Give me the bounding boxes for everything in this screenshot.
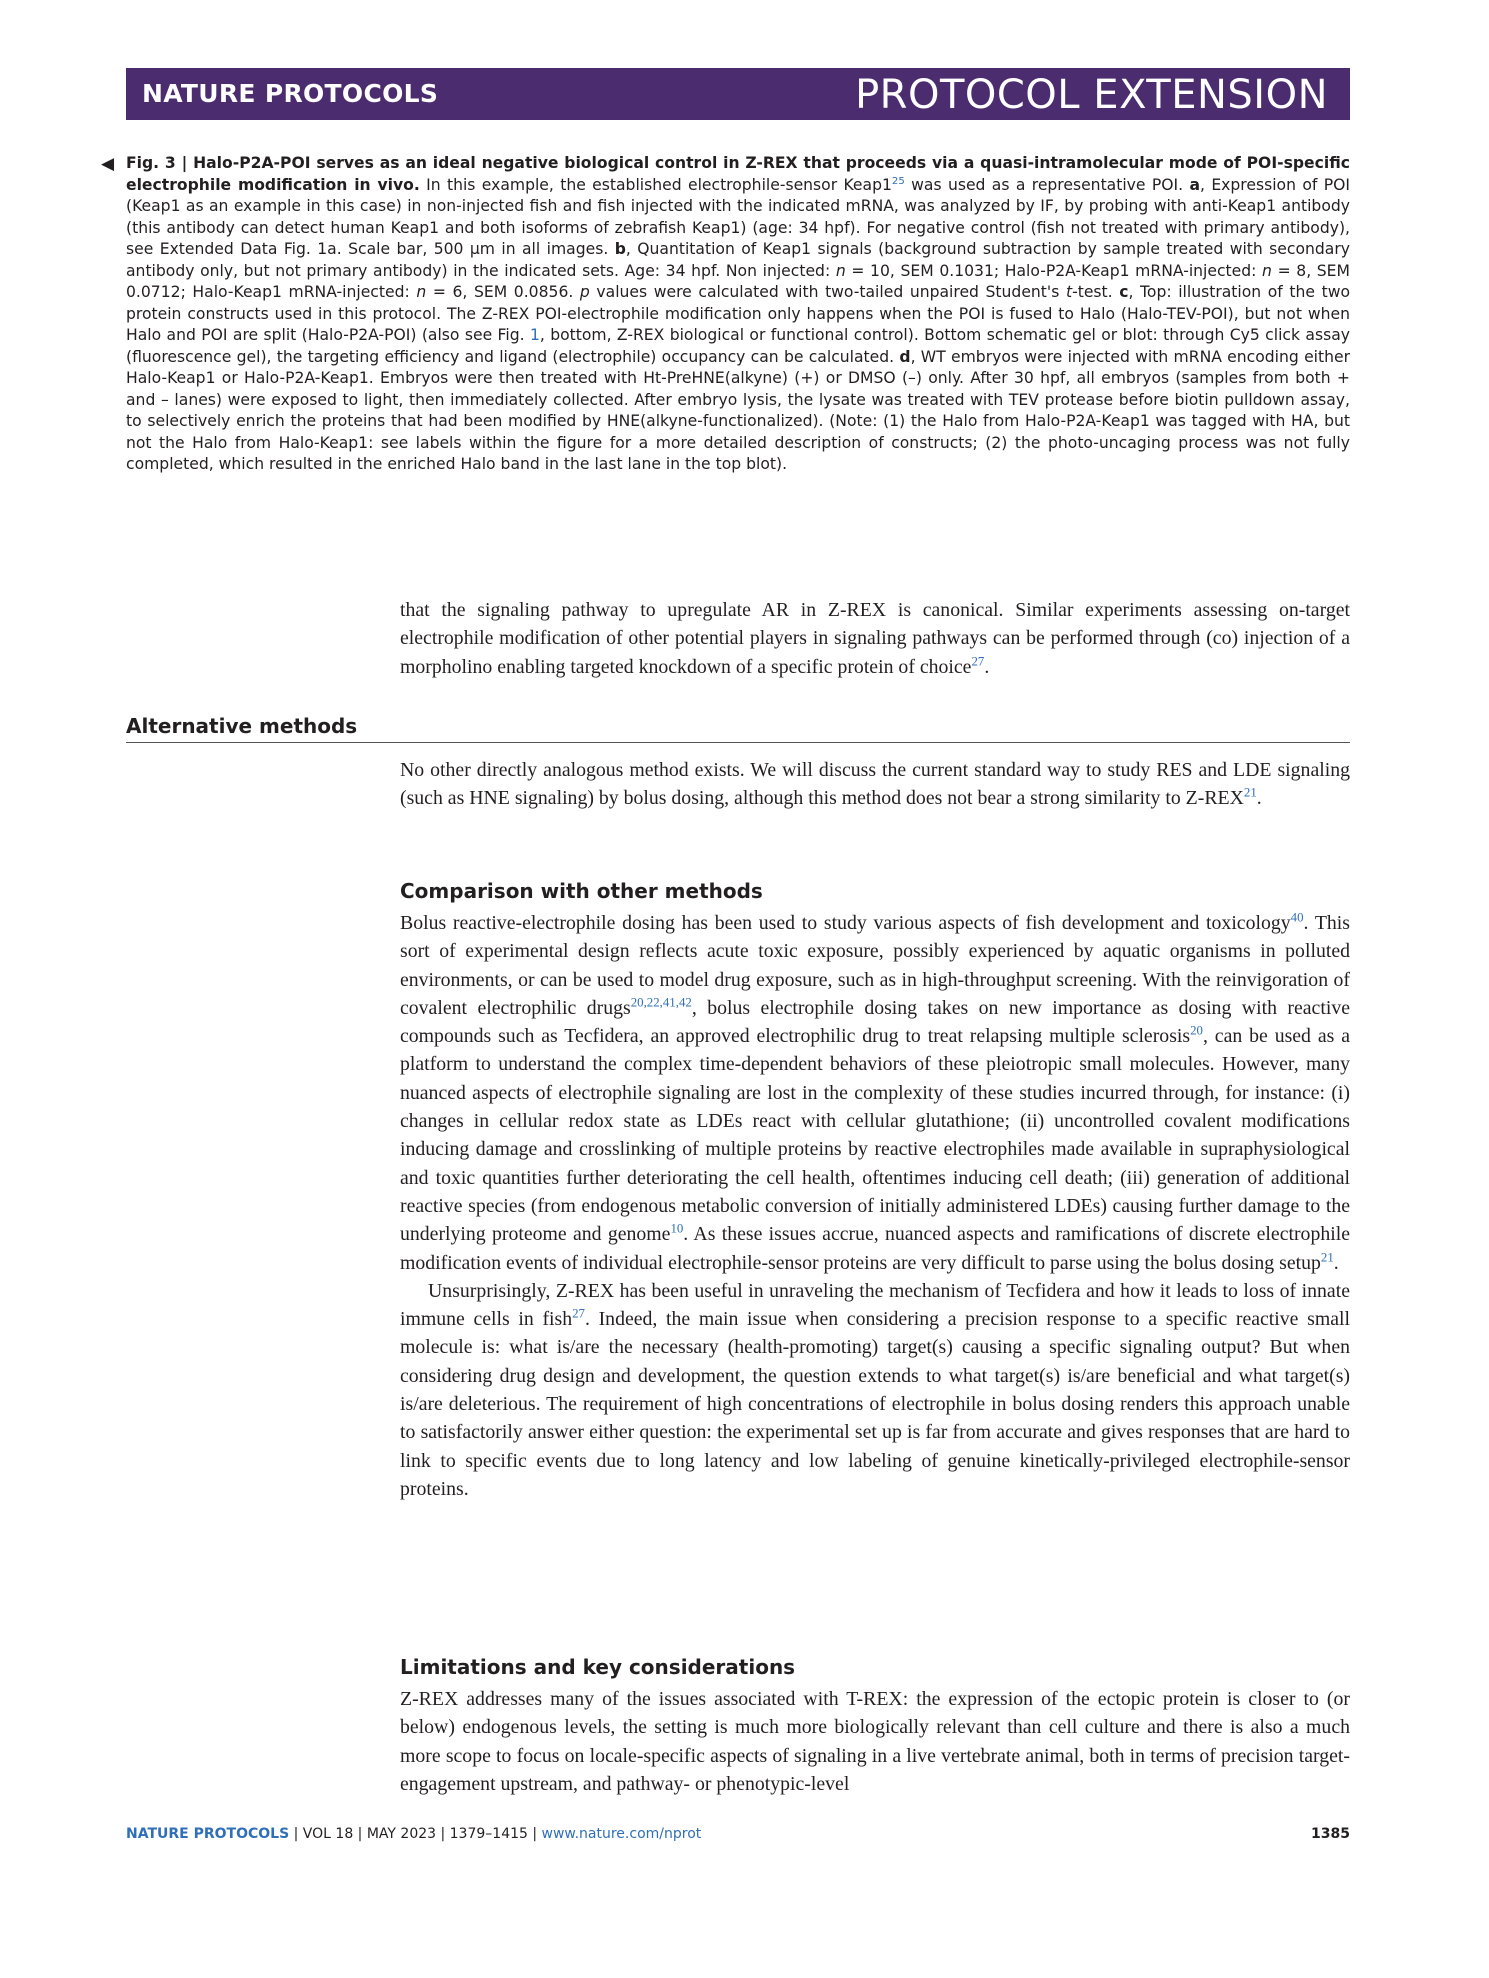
- citation-link[interactable]: 20: [1190, 1023, 1203, 1038]
- journal-name: NATURE PROTOCOLS: [142, 79, 439, 108]
- figure-caption: ◀ Fig. 3 | Halo-P2A-POI serves as an ideal negative biological control in Z-REX that proceeds via a quasi-intramolecular mode of POI-specific electrophile modification in vivo. In this example, the established electrophile-sensor $Keap1^{25}$ was used as a representative POI. a, Expression of POI (Keap1 as an example in this case) in non-injected fish and fish injected with the indicated mRNA, was analyzed by IF, by probing with anti-Keap1 antibody (this antibody can detect human Keap1 and both isoforms of zebrafish Keap1) (age: 34 hpf). For negative control (fish not treated with primary antibody), see Extended Data Fig. 1a. Scale bar, 500 μm in all images. b, Quantitation of Keap1 signals (background subtraction by sample treated with secondary antibody only, but not primary antibody) in the indicated sets. Age: 34 hpf. Non injected: n = 10, SEM 0.1031; Halo-P2A-Keap1 mRNA-injected: n = 8, SEM 0.0712; Halo-Keap1 mRNA-injected: n = 6, SEM 0.0856. p values were calculated with two-tailed unpaired Student's t-test. c, Top: illustration of the two protein constructs used in this protocol. The Z-REX POI-electrophile modification only happens when the POI is fused to Halo (Halo-TEV-POI), but not when Halo and POI are split (Halo-P2A-POI) (also see Fig. 1, bottom, Z-REX biological or functional control). Bottom schematic gel or blot: through Cy5 click assay (fluorescence gel), the targeting efficiency and ligand (electrophile) occupancy can be calculated. d, WT embryos were injected with mRNA encoding either Halo-Keap1 or Halo-P2A-Keap1. Embryos were then treated with Ht-PreHNE(alkyne) (+) or DMSO (–) only. After 30 hpf, all embryos (samples from both + and – lanes) were exposed to light, then immediately collected. After embryo lysis, the lysate was treated with TEV protease before biotin pulldown assay, to selectively enrich the proteins that had been modified by HNE(alkyne-functionalized). (Note: (1) the Halo from Halo-P2A-Keap1 was tagged with HA, but not the Halo from Halo-Keap1: see labels within the figure for a more detailed description of constructs; (2) the photo-uncaging process was not fully completed, which resulted in the enriched Halo band in the last lane in the top blot).: [101, 154, 1350, 473]
- citation-link[interactable]: 42: [678, 995, 692, 1010]
- citation-link[interactable]: 22: [646, 995, 660, 1010]
- caption-title: Fig. 3 | Halo-P2A-POI serves as an ideal negative biological control in Z-REX that proceeds via a quasi-intramolecular mode of POI-specific electrophile modification in vivo.: [126, 154, 1350, 194]
- panel-label-c: c: [1119, 283, 1129, 301]
- panel-label-a: a: [1189, 175, 1200, 194]
- citation-link[interactable]: 21: [1320, 1249, 1334, 1264]
- panel-label-b: b: [614, 240, 626, 258]
- citation-link[interactable]: 27: [572, 1306, 585, 1321]
- alternative-methods-paragraph: No other directly analogous method exists. We will discuss the current standard way to study RES and LDE signaling (such as HNE signaling) by bolus dosing, although this method does not bear a strong similarity to Z-REX$^{21}$.: [400, 759, 1350, 810]
- citation-link[interactable]: 20: [630, 995, 644, 1010]
- figure-link[interactable]: 1: [529, 326, 540, 344]
- page-number: 1385: [1311, 1826, 1350, 1842]
- citation-link[interactable]: 21: [1243, 785, 1257, 800]
- citation-link[interactable]: 41: [662, 995, 676, 1010]
- footer-journal: NATURE PROTOCOLS: [126, 1826, 290, 1842]
- citation-link[interactable]: 27: [971, 654, 985, 668]
- citation-link[interactable]: 25: [891, 175, 905, 187]
- panel-label-d: d: [899, 347, 911, 366]
- header-banner: [126, 68, 1350, 120]
- footer-volume-info: | VOL 18 | MAY 2023 | 1379–1415 |: [289, 1826, 542, 1842]
- subheading-limitations: Limitations and key considerations: [400, 1655, 796, 1679]
- section-heading-alternative-methods: Alternative methods: [126, 714, 1350, 743]
- citation-link[interactable]: 10: [670, 1221, 684, 1236]
- comparison-body: Bolus reactive-electrophile dosing has been used to study various aspects of fish development and toxicology$^{40}$. This sort of experimental design reflects acute toxic exposure, possibly experienced by aquatic organisms in polluted environments, or can be used to model drug exposure, such as in high-throughput screening. With the reinvigoration of covalent electrophilic drugs$^{20,22,41,42}$, bolus electrophile dosing takes on new importance as dosing with reactive compounds such as Tecfidera, an approved electrophilic drug to treat relapsing multiple sclerosis$^{20}$, can be used as a platform to understand the complex time-dependent behaviors of these pleiotropic small molecules. However, many nuanced aspects of electrophile signaling are lost in the complexity of these studies incurred through, for instance: (i) changes in cellular redox state as LDEs react with cellular glutathione; (ii) uncontrolled covalent modifications inducing damage and crosslinking of multiple proteins by reactive electrophiles made available in supraphysiological and toxic quantities further deteriorating the cell health, oftentimes inducing cell death; (iii) generation of additional reactive species (from endogenous metabolic conversion of initially administered LDEs) causing further damage to the underlying proteome and genome$^{10}$. As these issues accrue, nuanced aspects and ramifications of discrete electrophile modification events of individual electrophile-sensor proteins are very difficult to parse using the bolus dosing setup$^{21}$. Unsurprisingly, Z-REX has been useful in unraveling the mechanism of Tecfidera and how it leads to loss of innate immune cells in fish$^{27}$. Indeed, the main issue when considering a precision response to a specific reactive small molecule is: what is/are the necessary (health-promoting) target(s) causing a specific signaling output? But when considering drug design and development, the question extends to what target(s) is/are beneficial and what target(s) is/are deleterious. The requirement of high concentrations of electrophile in bolus dosing renders this approach unable to satisfactorily answer either question: the experimental set up is far from accurate and gives responses that are hard to link to specific events due to long latency and low labeling of genuine kinetically-privileged electrophile-sensor proteins.: [400, 910, 1350, 1500]
- intro-paragraph: that the signaling pathway to upregulate AR in Z-REX is canonical. Similar experiments assessing on-target electrophile modification of other potential players in signaling pathways can be performed through (co) injection of a morpholino enabling targeted knockdown of a specific protein of choice$^{27}$.: [400, 599, 1350, 678]
- journal-url-link[interactable]: www.nature.com/nprot: [541, 1826, 702, 1842]
- article-type: PROTOCOL EXTENSION: [855, 72, 1328, 118]
- page-footer: [126, 1826, 1350, 1842]
- subheading-comparison: Comparison with other methods: [400, 879, 763, 903]
- limitations-paragraph: Z-REX addresses many of the issues associated with T-REX: the expression of the ectopic protein is closer to (or below) endogenous levels, the setting is much more biologically relevant than cell culture and there is also a much more scope to focus on locale-specific aspects of signaling in a live vertebrate animal, both in terms of precision target-engagement upstream, and pathway- or phenotypic-level: [400, 1688, 1350, 1795]
- citation-link[interactable]: 40: [1290, 910, 1304, 925]
- caret-left-icon[interactable]: ◀: [101, 154, 115, 174]
